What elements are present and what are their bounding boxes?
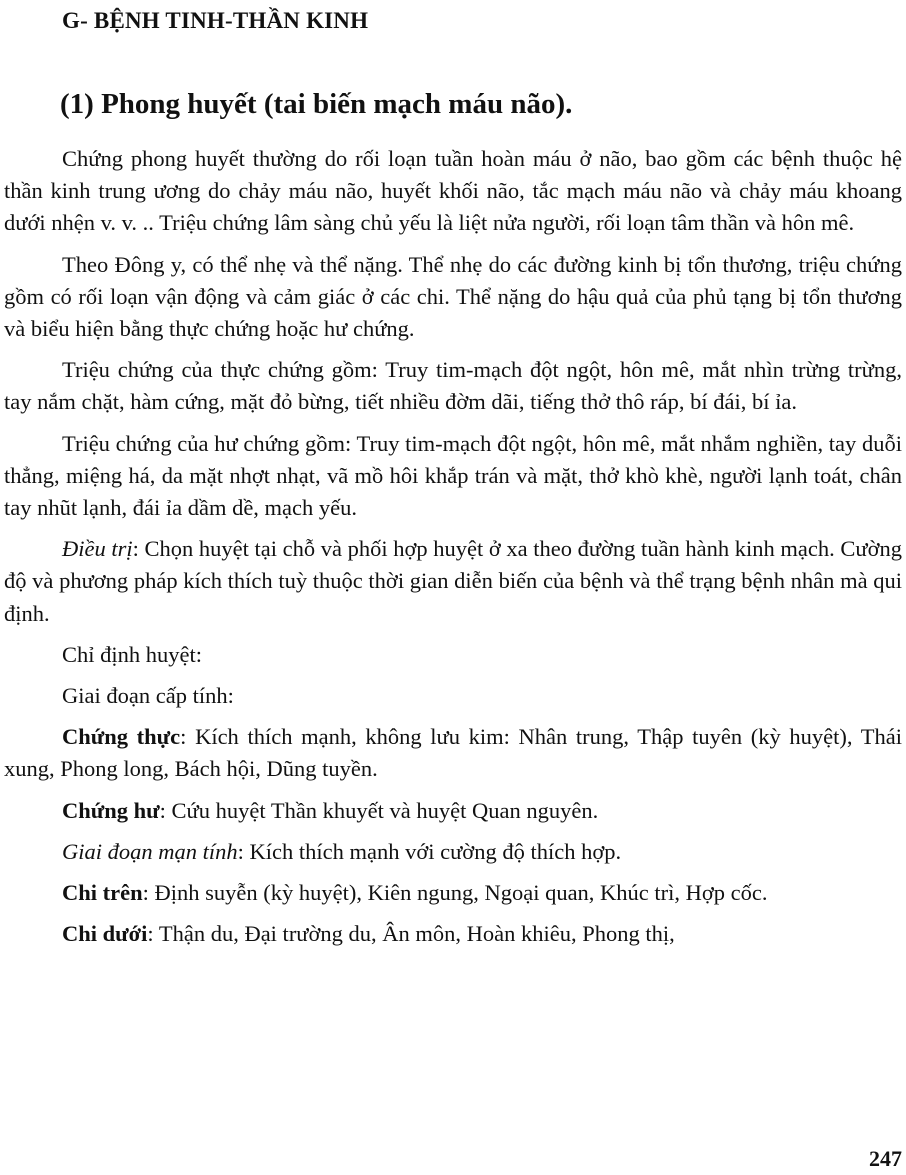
excess-text: : Kích thích mạnh, không lưu kim: Nhân trung, Thập tuyên (kỳ huyệt), Thái xung, Phong long, Bách hội, Dũng tuyền. <box>4 724 902 782</box>
section-title: G- BỆNH TINH-THẦN KINH <box>62 8 369 33</box>
upper-limb-text: : Định suyễn (kỳ huyệt), Kiên ngung, Ngoại quan, Khúc trì, Hợp cốc. <box>142 880 768 906</box>
paragraph-definition: Chứng phong huyết thường do rối loạn tuần hoàn máu ở não, bao gồm các bệnh thuộc hệ thần kinh trung ương do chảy máu não, huyết khối não, tắc mạch máu não và chảy máu khoang dưới nhện v. v. .. Triệu chứng lâm sàng chủ yếu là liệt nửa người, rối loạn tâm thần và hôn mê. <box>4 146 902 236</box>
paragraph-upper-limb <box>4 877 902 909</box>
paragraph-treatment <box>4 533 902 630</box>
page-number: 247 <box>869 1146 902 1171</box>
paragraph-deficiency-treatment <box>4 795 902 827</box>
treatment-text: : Chọn huyệt tại chỗ và phối hợp huyệt ở xa theo đường tuần hành kinh mạch. Cường độ và phương pháp kích thích tuỳ thuộc thời gian diễn biến của bệnh và thể trạng bệnh nhân mà qui định. <box>4 536 902 626</box>
deficiency-label: Chứng hư <box>62 797 160 823</box>
paragraph-eastern-view: Theo Đông y, có thể nhẹ và thể nặng. Thể nhẹ do các đường kinh bị tổn thương, triệu chứng gồm có rối loạn vận động và cảm giác ở các chi. Thể nặng do hậu quả của phủ tạng bị tổn thương và biểu hiện bằng thực chứng hoặc hư chứng. <box>4 251 902 342</box>
paragraph-lower-limb <box>4 918 902 950</box>
body-text <box>4 143 902 950</box>
lower-limb-label: Chi dưới <box>62 921 148 947</box>
acute-stage-line: Giai đoạn cấp tính: <box>62 683 234 709</box>
lower-limb-text: : Thận du, Đại trường du, Ân môn, Hoàn khiêu, Phong thị, <box>147 921 675 947</box>
indication-line: Chỉ định huyệt: <box>62 641 202 667</box>
chronic-label: Giai đoạn mạn tính <box>62 838 238 864</box>
paragraph-chronic-stage <box>4 836 902 868</box>
paragraph-deficiency-symptoms: Triệu chứng của hư chứng gồm: Truy tim-mạch đột ngột, hôn mê, mắt nhắm nghiền, tay duỗi thẳng, miệng há, da mặt nhợt nhạt, vã mồ hôi khắp trán và mặt, thở khò khè, người lạnh toát, chân tay nhũt lạnh, đái ỉa dầm dề, mạch yếu. <box>4 430 902 521</box>
upper-limb-label: Chi trên <box>62 880 143 906</box>
excess-label: Chứng thực <box>62 724 181 750</box>
deficiency-text: : Cứu huyệt Thần khuyết và huyệt Quan nguyên. <box>159 797 599 823</box>
paragraph-excess-symptoms: Triệu chứng của thực chứng gồm: Truy tim-mạch đột ngột, hôn mê, mắt nhìn trừng trừng, tay nắm chặt, hàm cứng, mặt đỏ bừng, tiết nhiều đờm dãi, tiếng thở thô ráp, bí đái, bí ỉa. <box>4 357 902 415</box>
subtitle: (1) Phong huyết (tai biến mạch máu não). <box>60 88 573 120</box>
paragraph-excess-treatment <box>4 721 902 785</box>
chronic-text: : Kích thích mạnh với cường độ thích hợp. <box>237 838 622 864</box>
treatment-label: Điều trị <box>62 536 133 562</box>
